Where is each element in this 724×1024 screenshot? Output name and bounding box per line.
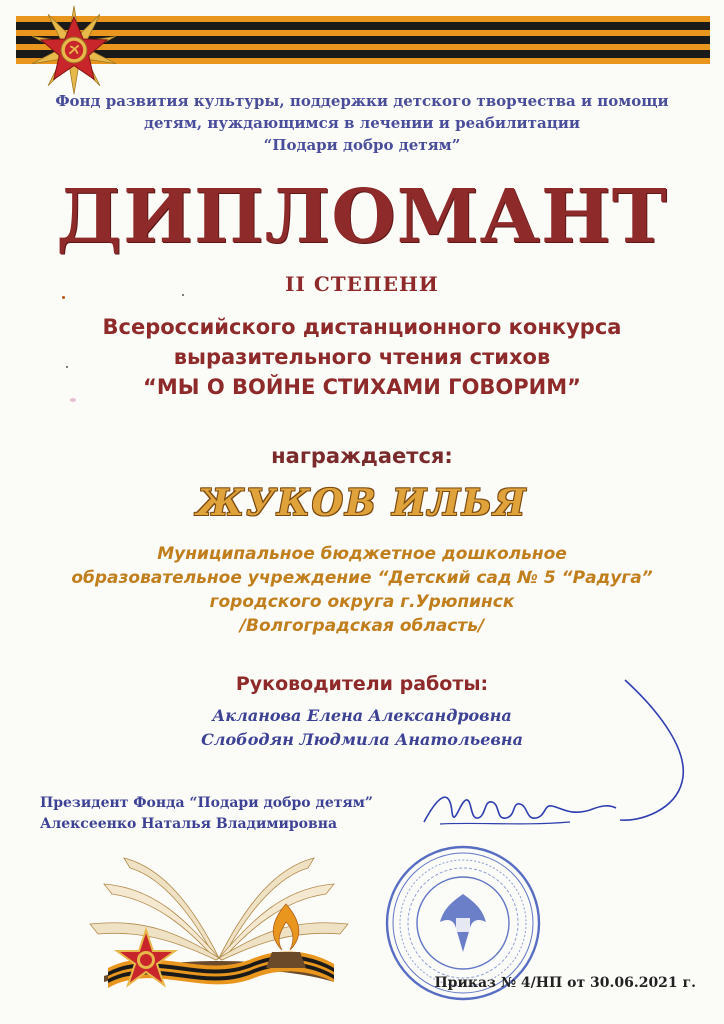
contest-line-3: “МЫ О ВОЙНЕ СТИХАМИ ГОВОРИМ” bbox=[143, 375, 581, 399]
school-block bbox=[20, 542, 704, 638]
diploma-title: ДИПЛОМАНТ bbox=[56, 174, 668, 260]
order-number: Приказ № 4/НП от 30.06.2021 г. bbox=[434, 975, 696, 991]
contest-line-1: Всероссийского дистанционного конкурса bbox=[102, 315, 622, 339]
foundation-line-2: детям, нуждающимся в лечении и реабилитации bbox=[143, 114, 581, 132]
order-of-patriotic-war-icon bbox=[28, 4, 120, 96]
awarded-label: награждается: bbox=[271, 444, 453, 468]
open-book-with-order-and-eternal-flame-icon bbox=[84, 848, 354, 1000]
st-george-ribbon-top bbox=[16, 16, 710, 64]
leaders-title: Руководители работы: bbox=[235, 673, 489, 695]
president-title: Президент Фонда “Подари добро детям” bbox=[40, 795, 373, 811]
leader-name-1: Акланова Елена Александровна bbox=[212, 706, 512, 725]
president-name: Алексеенко Наталья Владимировна bbox=[40, 816, 338, 832]
president-block bbox=[40, 793, 500, 835]
contest-line-2: выразительного чтения стихов bbox=[173, 345, 551, 369]
leader-name-2: Слободян Людмила Анатольевна bbox=[201, 730, 523, 749]
school-line-1: Муниципальное бюджетное дошкольное bbox=[157, 544, 567, 564]
school-line-2: образовательное учреждение “Детский сад № 5 “Радуга” bbox=[71, 568, 653, 588]
foundation-line-3: “Подари добро детям” bbox=[263, 136, 461, 154]
school-line-4: /Волгоградская область/ bbox=[239, 616, 485, 636]
contest-name bbox=[40, 312, 684, 402]
foundation-line-1: Фонд развития культуры, поддержки детского творчества и помощи bbox=[55, 92, 669, 110]
foundation-header bbox=[40, 90, 684, 156]
school-line-3: городского округа г.Урюпинск bbox=[209, 592, 515, 612]
diploma-degree: II СТЕПЕНИ bbox=[285, 272, 439, 296]
winner-name: ЖУКОВ ИЛЬЯ bbox=[196, 482, 528, 524]
